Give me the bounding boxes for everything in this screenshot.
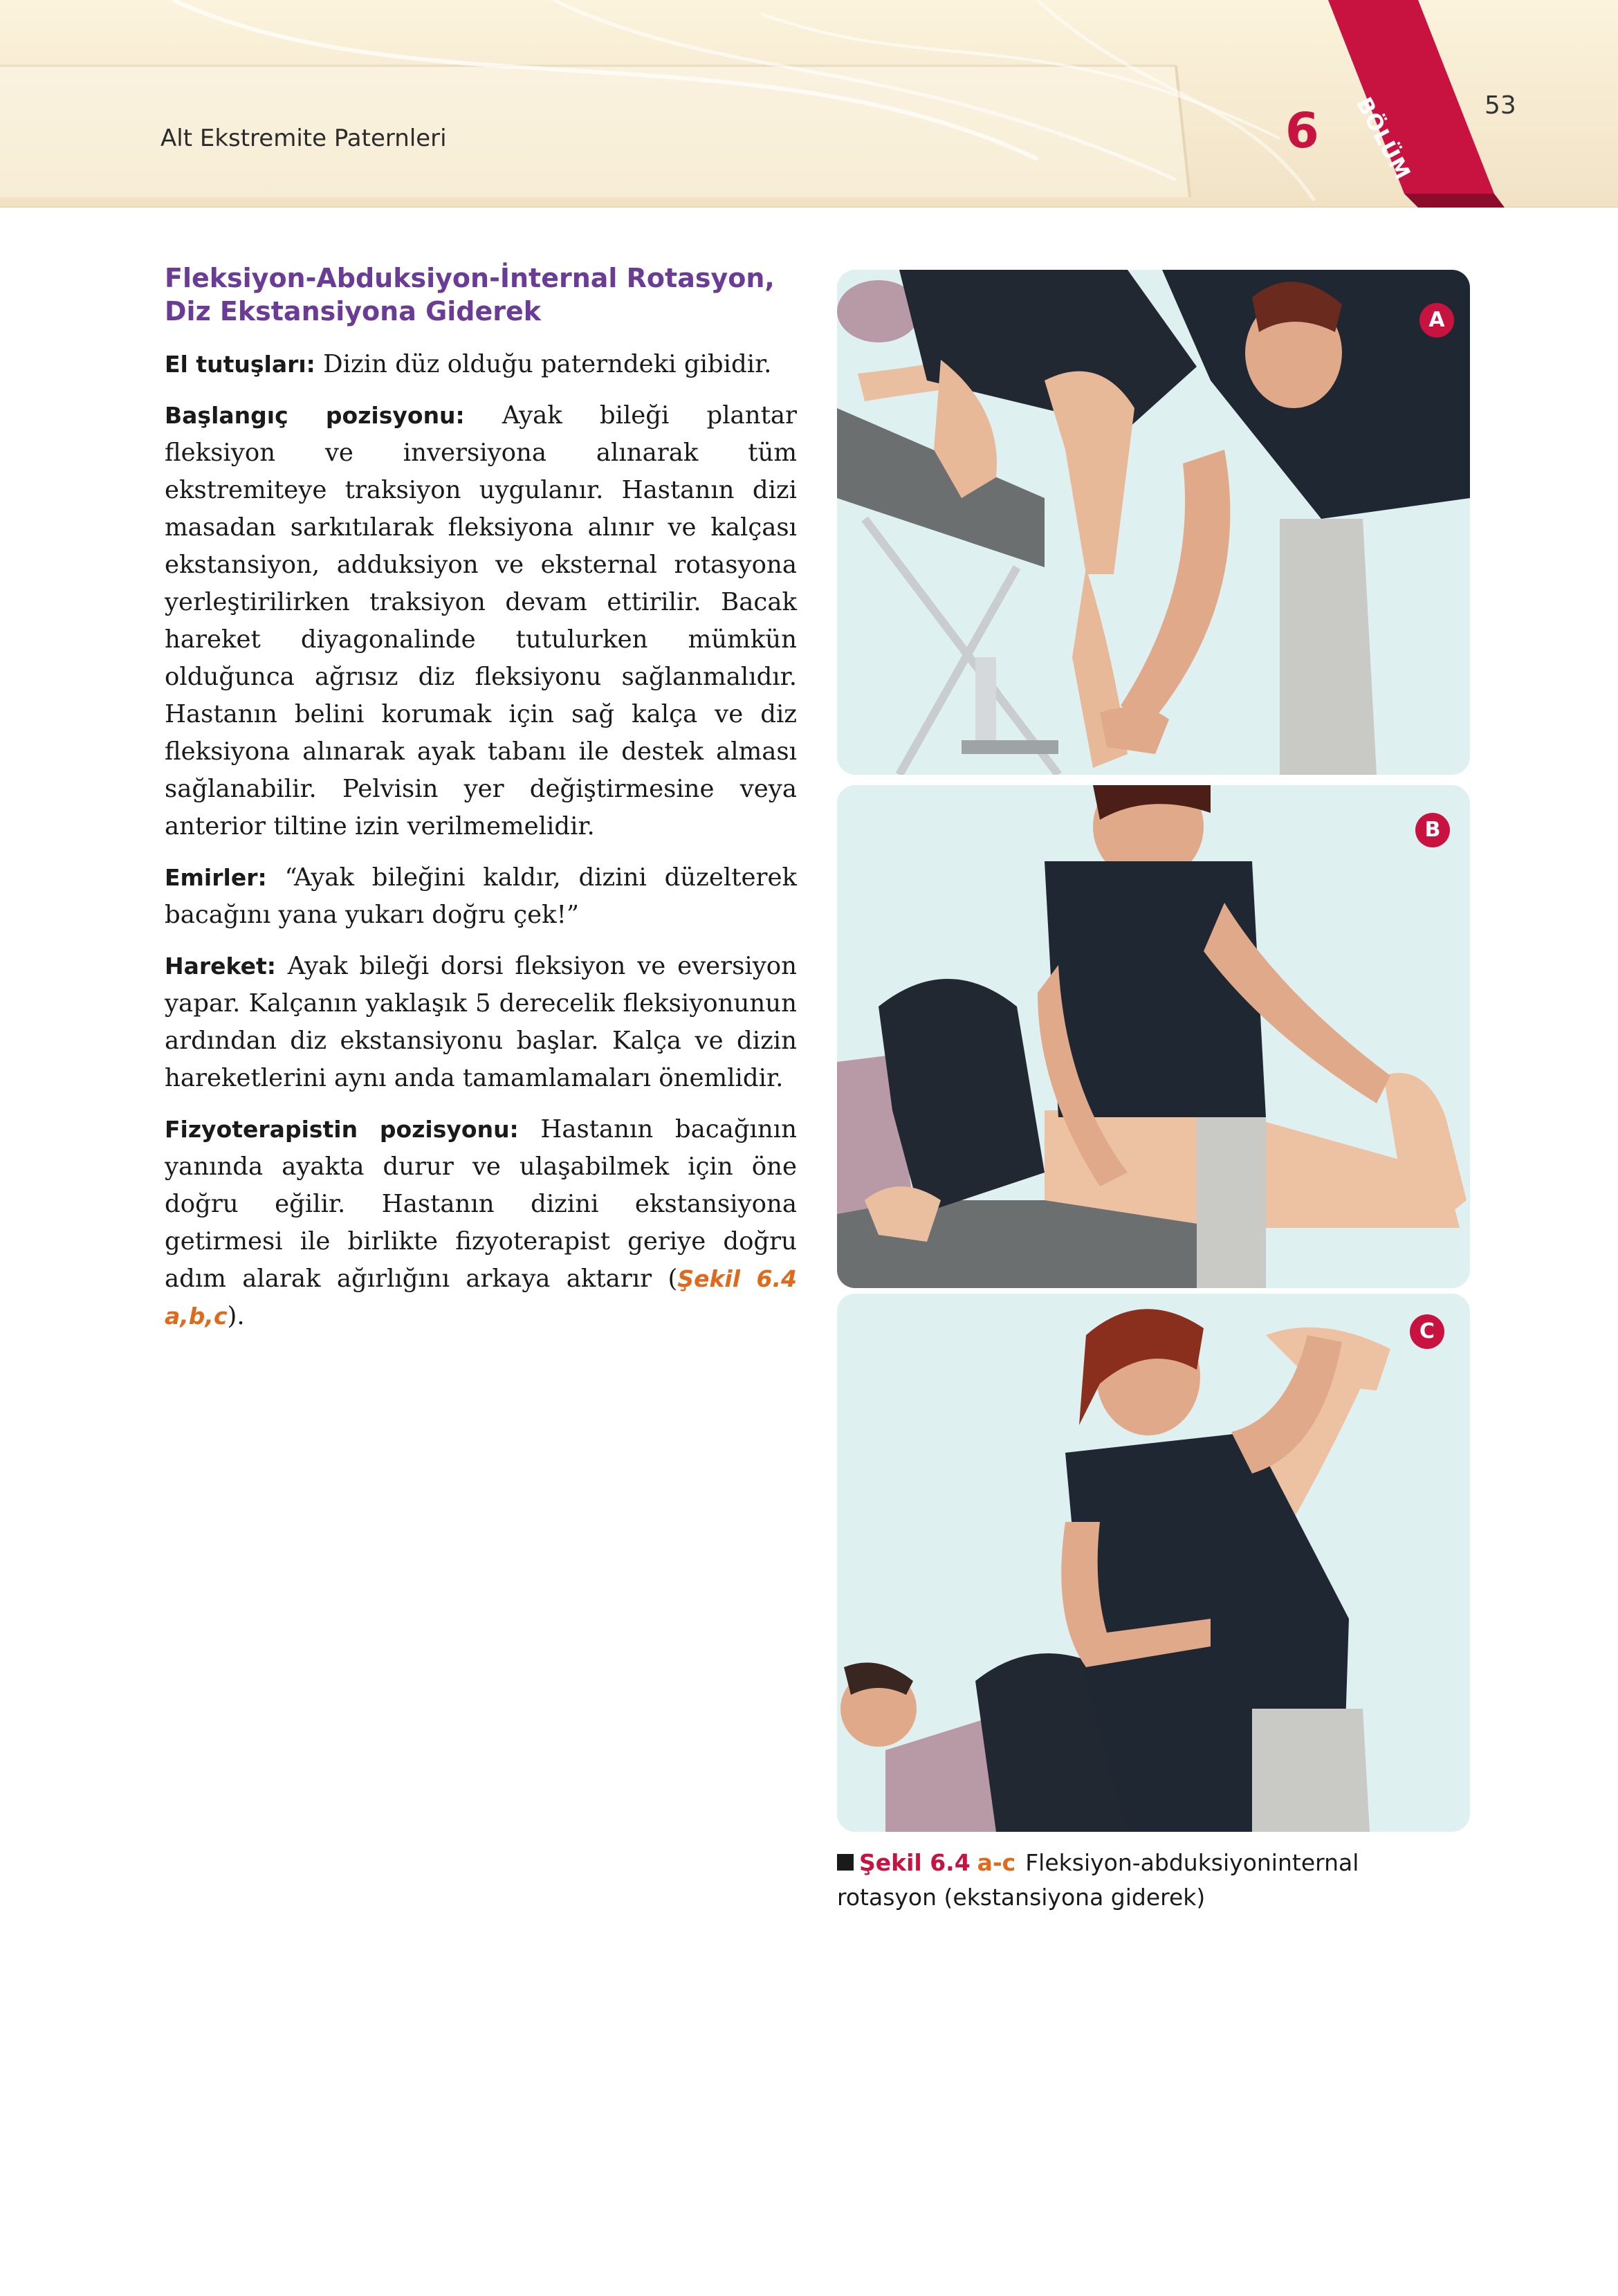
caption-text: Fleksiyon-abduksiyoninternal rotasyon (ekstansiyona giderek) [837, 1849, 1359, 1911]
photo-a-illustration [837, 270, 1470, 775]
figure-panel-b [837, 785, 1470, 1288]
section-title [165, 261, 797, 328]
paragraph-fizyoterapist-pozisyonu [165, 1111, 797, 1335]
page-header [0, 0, 1618, 208]
main-text-column [165, 261, 797, 1349]
paragraph-label: Başlangıç pozisyonu: [165, 402, 465, 429]
paragraph-text: “Ayak bileğini kaldır, dizini düzelterek bacağını yana yukarı doğru çek!” [165, 863, 797, 929]
paragraph-text: Hastanın bacağının yanında ayakta durur ve ulaşabilmek için öne doğru eğilir. Hastanın dizini ekstansiyona getirmesi ile birlikte fizyoterapist geriye doğru adım alarak ağırlığını arkaya aktarır ( [165, 1115, 797, 1293]
paragraph-hareket [165, 948, 797, 1097]
paragraph-text: Dizin düz olduğu paterndeki gibidir. [315, 350, 772, 378]
caption-bullet [837, 1854, 854, 1871]
section-title-line-1: Fleksiyon-Abduksiyon-İnternal Rotasyon, [165, 263, 775, 293]
photo-c-illustration [837, 1294, 1470, 1832]
running-title: Alt Ekstremite Paternleri [160, 125, 447, 152]
paragraph-text: Ayak bileği dorsi fleksiyon ve eversiyon yapar. Kalçanın yaklaşık 5 derecelik fleksiyonunun ardından diz ekstansiyonu başlar. Kalça ve dizin hareketlerini aynı anda tamamlamaları önemlidir. [165, 952, 797, 1092]
panel-label-a: A [1419, 303, 1454, 338]
chapter-number: 6 [1285, 102, 1319, 159]
caption-label: Şekil 6.4 [859, 1849, 971, 1876]
panel-label-b: B [1415, 813, 1450, 847]
chapter-word: BÖLÜM [1351, 93, 1415, 185]
page-number: 53 [1484, 91, 1516, 120]
figure-panel-a [837, 270, 1470, 775]
photo-b-illustration [837, 785, 1470, 1288]
paragraph-label: El tutuşları: [165, 351, 315, 378]
paragraph-label: Fizyoterapistin pozisyonu: [165, 1116, 519, 1143]
caption-sub-label: a-c [977, 1849, 1016, 1876]
paragraph-text: Ayak bileği plantar fleksiyon ve inversiyona alınarak tüm ekstremiteye traksiyon uygulanır. Hastanın dizi masadan sarkıtılarak fleksiyona alınır ve kalçası ekstansiyon, adduksiyon ve eksternal rotasyona yerleştirilirken traksiyon devam ettirilir. Bacak hareket diyagonalinde tutulurken mümkün olduğunca ağrısız diz fleksiyonu sağlanmalıdır. Hastanın belini korumak için sağ kalça ve diz fleksiyona alınarak ayak tabanı ile destek alması sağlanabilir. Pelvisin yer değiştirmesine veya anterior tiltine izin verilmemelidir. [165, 401, 797, 841]
figure-caption [837, 1846, 1460, 1915]
paragraph-label: Emirler: [165, 864, 267, 891]
paragraph-label: Hareket: [165, 953, 276, 980]
section-title-line-2: Diz Ekstansiyona Giderek [165, 296, 542, 327]
panel-label-c: C [1410, 1314, 1444, 1349]
paragraph-emirler [165, 859, 797, 934]
paragraph-text-end: ). [227, 1302, 245, 1330]
figure-reference-link[interactable]: Şekil 6.4 a,b,c [165, 1265, 798, 1330]
figure-panel-c [837, 1294, 1470, 1832]
paragraph-baslangic-pozisyonu [165, 397, 797, 845]
paragraph-el-tutuslari [165, 346, 797, 383]
